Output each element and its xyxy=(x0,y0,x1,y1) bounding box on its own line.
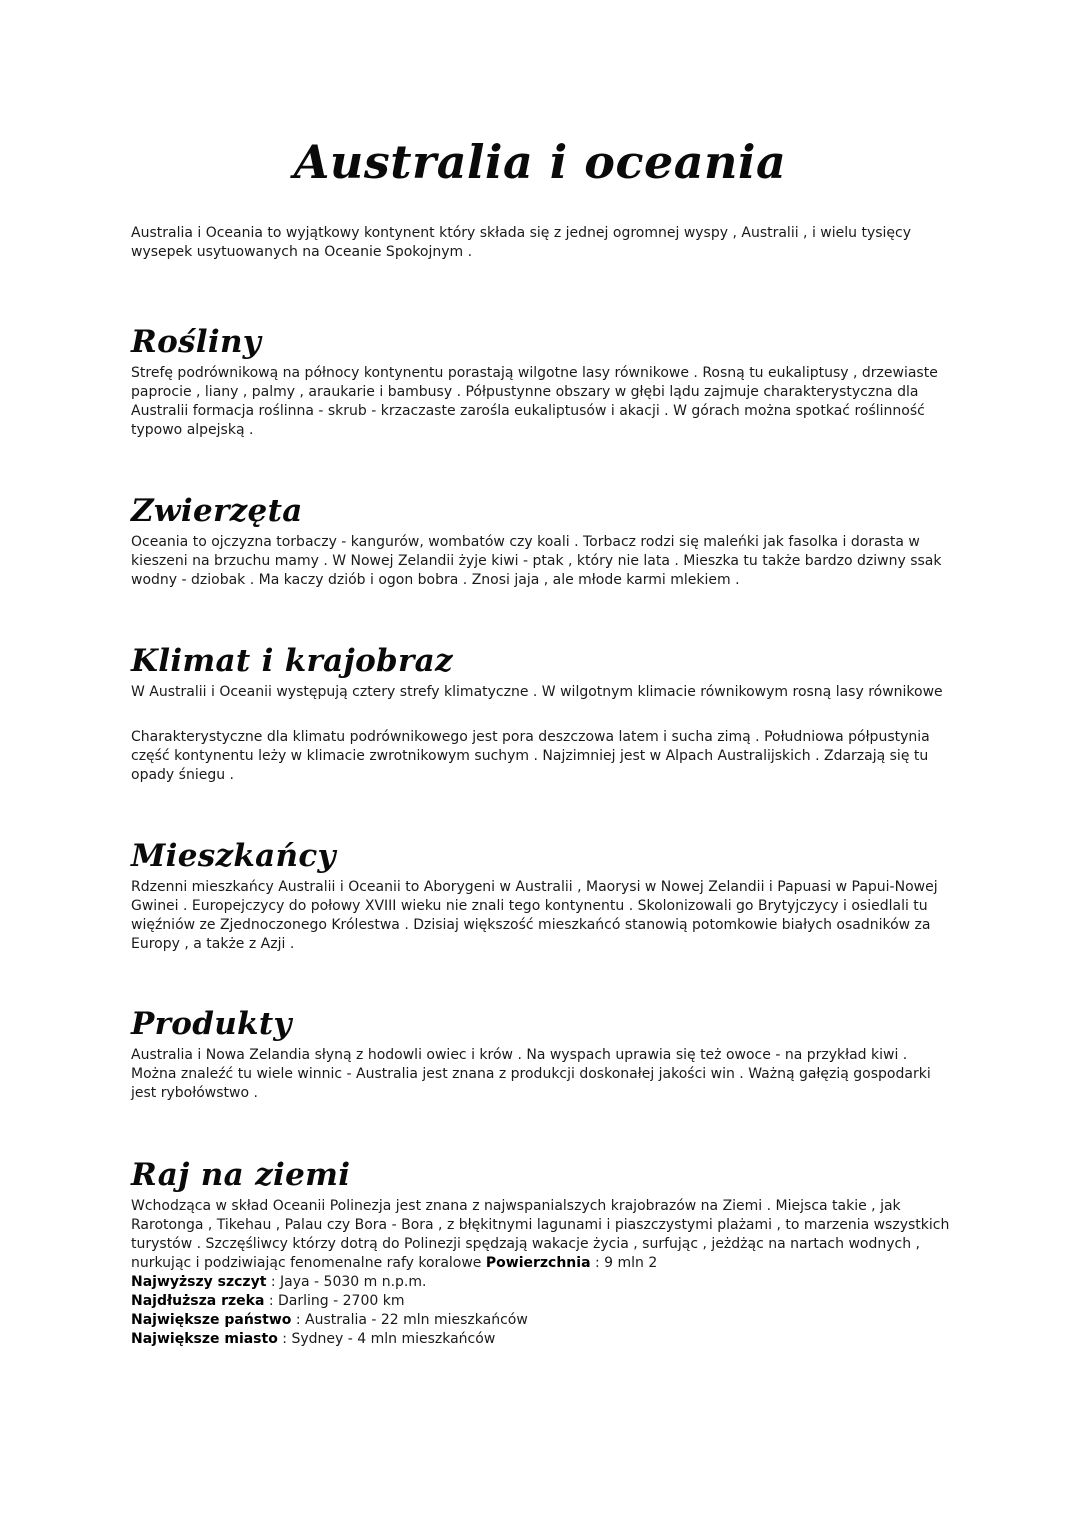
area-value: : 9 mln 2 xyxy=(594,1255,658,1271)
section-text-produkty: Australia i Nowa Zelandia słyną z hodowli owiec i krów . Na wyspach uprawia się też owoce - na przykład kiwi . Można znaleźć tu wiele winnic - Australia jest znana z produkcji doskonałej jakości win . Ważną gałęzią gospodarki jest rybołówstwo . xyxy=(131,1047,931,1101)
section-heading-zwierzeta: Zwierzęta xyxy=(131,493,303,529)
section-zwierzeta xyxy=(131,491,951,590)
fact-item xyxy=(131,1273,951,1292)
fact-label: Najdłuższa rzeka xyxy=(131,1293,265,1309)
intro-paragraph: Australia i Oceania to wyjątkowy kontynent który składa się z jednej ogromnej wyspy , Australii , i wielu tysięcy wysepek usytuowanych na Oceanie Spokojnym . xyxy=(131,225,912,260)
fact-label: Największe miasto xyxy=(131,1331,278,1347)
section-text-mieszkancy: Rdzenni mieszkańcy Australii i Oceanii to Aborygeni w Australii , Maorysi w Nowej Zelandii i Papuasi w Papui-Nowej Gwinei . Europejczycy do połowy XVIII wieku nie znali tego kontynentu . Skolonizowali go Brytyjczycy i osiedlali tu więźniów ze Zjednoczonego Królestwa . Dzisiaj większość mieszkańcó stanowią potomkowie białych osadników za Europy , a także z Azji . xyxy=(131,879,938,952)
section-produkty xyxy=(131,1004,951,1103)
fact-item xyxy=(131,1311,951,1330)
section-text-rosliny: Strefę podrównikową na północy kontynentu porastają wilgotne lasy równikowe . Rosną tu eukaliptusy , drzewiaste paprocie , liany , palmy , araukarie i bambusy . Półpustynne obszary w głębi lądu zajmuje charakterystyczna dla Australii formacja roślinna - skrub - krzaczaste zarośla eukaliptusów i akacji . W górach można spotkać roślinność typowo alpejską . xyxy=(131,365,938,438)
section-klimat xyxy=(131,641,951,785)
fact-value: : Darling - 2700 km xyxy=(268,1293,405,1309)
section-heading-raj: Raj na ziemi xyxy=(131,1157,351,1193)
facts-list xyxy=(131,1273,951,1349)
fact-item xyxy=(131,1292,951,1311)
section-heading-rosliny: Rośliny xyxy=(131,324,262,360)
paragraph-gap xyxy=(131,702,951,728)
section-text-raj xyxy=(131,1197,951,1273)
section-heading-mieszkancy: Mieszkańcy xyxy=(131,838,336,874)
section-text-klimat-1: W Australii i Oceanii występują cztery strefy klimatyczne . W wilgotnym klimacie równikowym rosną lasy równikowe xyxy=(131,684,943,700)
fact-label: Najwyższy szczyt xyxy=(131,1274,267,1290)
fact-label: Największe państwo xyxy=(131,1312,292,1328)
section-heading-klimat: Klimat i krajobraz xyxy=(131,643,453,679)
section-mieszkancy xyxy=(131,836,951,954)
section-text-zwierzeta: Oceania to ojczyzna torbaczy - kangurów, wombatów czy koali . Torbacz rodzi się maleńki jak fasolka i dorasta w kieszeni na brzuchu mamy . W Nowej Zelandii żyje kiwi - ptak , który nie lata . Mieszka tu także bardzo dziwny ssak wodny - dziobak . Ma kaczy dziób i ogon bobra . Znosi jaja , ale młode karmi mlekiem . xyxy=(131,534,942,588)
section-heading-produkty: Produkty xyxy=(131,1006,292,1042)
page-title: Australia i oceania xyxy=(293,135,787,189)
intro-block xyxy=(131,224,951,262)
raj-paragraph-text: Wchodząca w skład Oceanii Polinezja jest znana z najwspanialszych krajobrazów na Ziemi . Miejsca takie , jak Rarotonga , Tikehau , Palau czy Bora - Bora , z błękitnymi lagunami i piaszczystymi plażami , to marzenia wszystkich turystów . Szczęśliwcy którzy dotrą do Polinezji spędzają wakacje życia , surfując , jeżdżąc na nartach wodnych , nurkując i podziwiając fenomenalne rafy koralowe xyxy=(131,1198,950,1271)
section-raj xyxy=(131,1155,951,1349)
fact-value: : Australia - 22 mln mieszkańców xyxy=(295,1312,528,1328)
fact-value: : Sydney - 4 mln mieszkańców xyxy=(282,1331,496,1347)
fact-item xyxy=(131,1330,951,1349)
section-text-klimat-2: Charakterystyczne dla klimatu podrównikowego jest pora deszczowa latem i sucha zimą . Południowa półpustynia część kontynentu leży w klimacie zwrotnikowym suchym . Najzimniej jest w Alpach Australijskich . Zdarzają się tu opady śniegu . xyxy=(131,729,930,783)
fact-value: : Jaya - 5030 m n.p.m. xyxy=(270,1274,427,1290)
area-label: Powierzchnia xyxy=(485,1255,591,1271)
section-rosliny xyxy=(131,322,951,440)
